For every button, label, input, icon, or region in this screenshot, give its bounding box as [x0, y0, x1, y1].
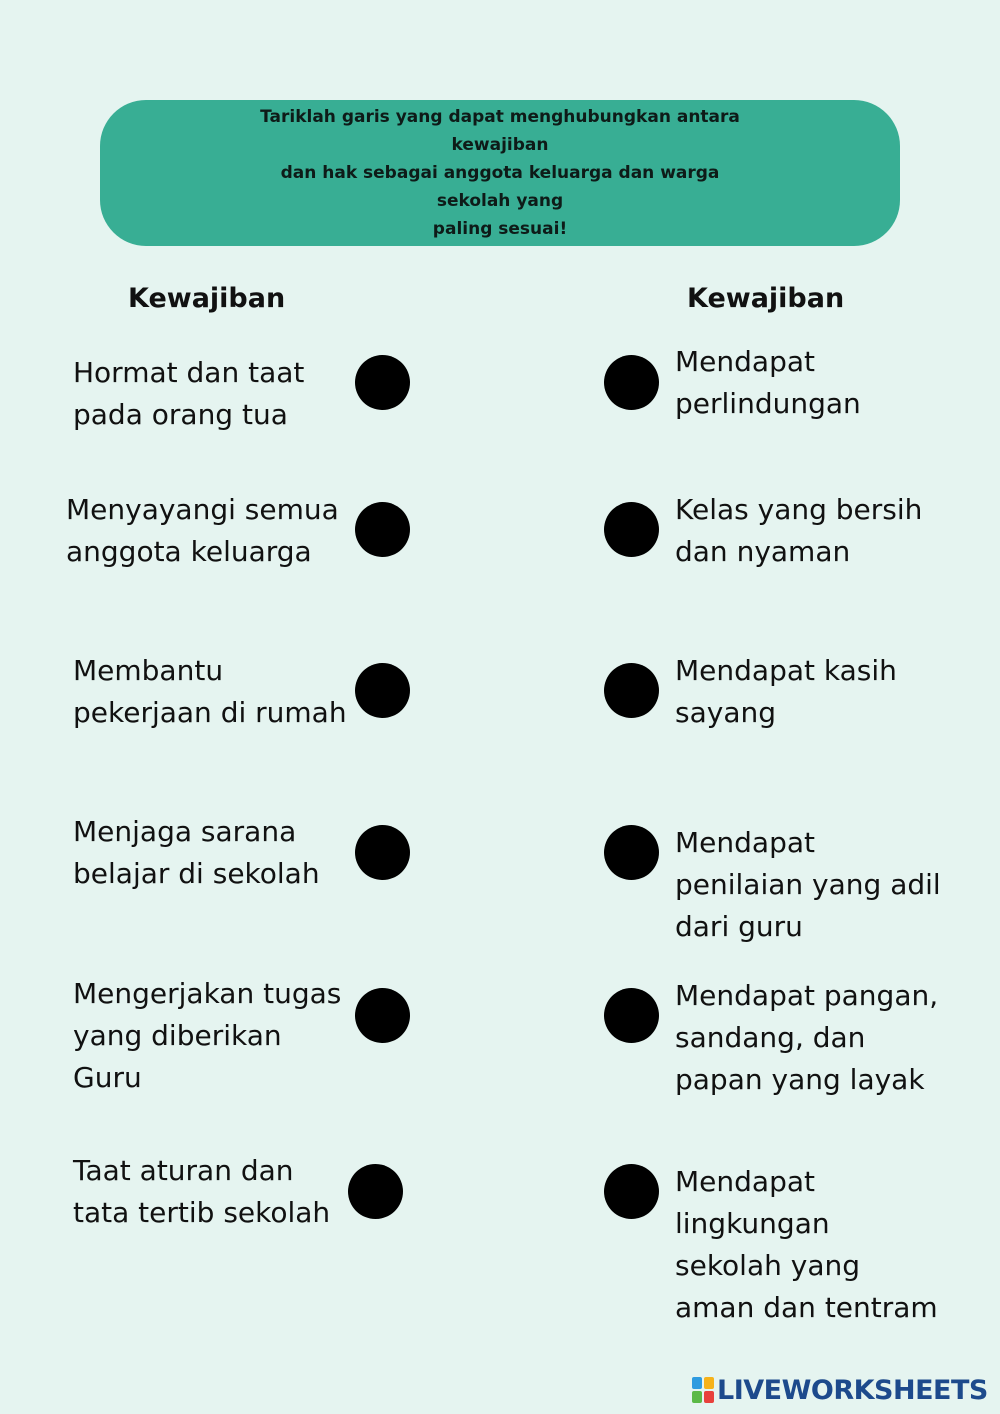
right-dot-6[interactable]	[604, 1164, 659, 1219]
left-item-4-line-2: belajar di sekolah	[73, 857, 320, 890]
left-dot-5[interactable]	[355, 988, 410, 1043]
instruction-line-1: Tariklah garis yang dapat menghubungkan antara kewajiban	[260, 107, 740, 155]
right-item-6-line-1: Mendapat	[675, 1165, 815, 1198]
right-item-6-line-3: sekolah yang	[675, 1249, 860, 1282]
right-item-1-line-2: perlindungan	[675, 387, 861, 420]
left-item-3-line-1: Membantu	[73, 654, 224, 687]
right-dot-4[interactable]	[604, 825, 659, 880]
instruction-line-2: dan hak sebagai anggota keluarga dan warga sekolah yang	[280, 163, 720, 211]
right-dot-1[interactable]	[604, 355, 659, 410]
left-item-3	[73, 650, 347, 734]
left-column-heading: Kewajiban	[128, 283, 286, 314]
liveworksheets-logo-text: LIVEWORKSHEETS	[717, 1374, 988, 1406]
left-item-2	[66, 489, 339, 573]
instruction-text	[250, 103, 750, 243]
instruction-line-3: paling sesuai!	[432, 219, 568, 239]
right-item-3-line-2: sayang	[675, 696, 776, 729]
right-item-3	[675, 650, 897, 734]
right-dot-3[interactable]	[604, 663, 659, 718]
left-item-6	[73, 1150, 330, 1234]
right-item-6-line-4: aman dan tentram	[675, 1291, 938, 1324]
right-item-2-line-1: Kelas yang bersih	[675, 493, 923, 526]
right-item-1	[675, 341, 861, 425]
liveworksheets-logo-icon	[692, 1377, 714, 1403]
left-dot-2[interactable]	[355, 502, 410, 557]
left-dot-4[interactable]	[355, 825, 410, 880]
right-item-2	[675, 489, 922, 573]
left-item-5-line-2: yang diberikan	[73, 1019, 282, 1052]
right-item-5-line-3: papan yang layak	[675, 1063, 925, 1096]
right-item-4-line-1: Mendapat	[675, 826, 815, 859]
left-item-2-line-2: anggota keluarga	[66, 535, 312, 568]
right-item-6	[675, 1161, 938, 1329]
left-item-6-line-2: tata tertib sekolah	[73, 1196, 331, 1229]
left-item-1-line-1: Hormat dan taat	[73, 356, 305, 389]
left-item-6-line-1: Taat aturan dan	[73, 1154, 294, 1187]
right-item-5	[675, 975, 938, 1101]
right-dot-5[interactable]	[604, 988, 659, 1043]
right-item-6-line-2: lingkungan	[675, 1207, 830, 1240]
right-item-5-line-2: sandang, dan	[675, 1021, 866, 1054]
left-item-5-line-1: Mengerjakan tugas	[73, 977, 342, 1010]
liveworksheets-logo	[692, 1372, 988, 1408]
right-item-3-line-1: Mendapat kasih	[675, 654, 897, 687]
right-item-2-line-2: dan nyaman	[675, 535, 851, 568]
left-item-1	[73, 352, 304, 436]
right-column-heading: Kewajiban	[687, 283, 845, 314]
right-item-4-line-2: penilaian yang adil	[675, 868, 941, 901]
left-dot-1[interactable]	[355, 355, 410, 410]
right-item-4	[675, 822, 941, 948]
left-item-3-line-2: pekerjaan di rumah	[73, 696, 347, 729]
left-item-5	[73, 973, 341, 1099]
left-item-2-line-1: Menyayangi semua	[66, 493, 339, 526]
right-dot-2[interactable]	[604, 502, 659, 557]
left-item-1-line-2: pada orang tua	[73, 398, 288, 431]
instruction-banner	[100, 100, 900, 246]
left-item-4-line-1: Menjaga sarana	[73, 815, 297, 848]
left-item-5-line-3: Guru	[73, 1061, 142, 1094]
left-item-4	[73, 811, 320, 895]
left-dot-6[interactable]	[348, 1164, 403, 1219]
left-dot-3[interactable]	[355, 663, 410, 718]
right-item-4-line-3: dari guru	[675, 910, 803, 943]
right-item-1-line-1: Mendapat	[675, 345, 815, 378]
right-item-5-line-1: Mendapat pangan,	[675, 979, 939, 1012]
